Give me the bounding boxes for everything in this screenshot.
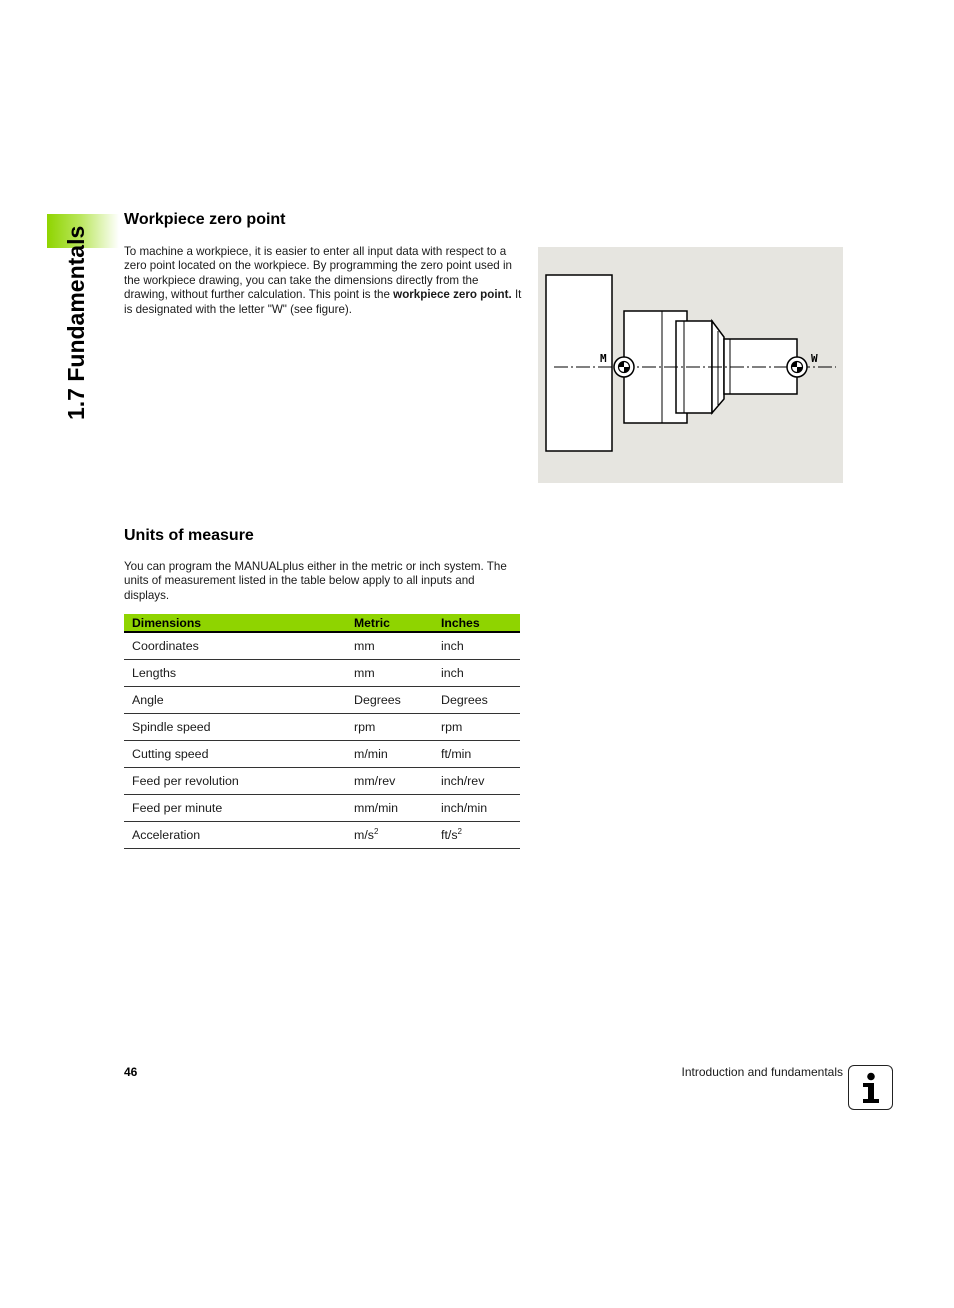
cell-inches: inch xyxy=(433,632,520,660)
cell-dimension: Acceleration xyxy=(124,822,346,849)
cell-metric: mm/min xyxy=(346,795,433,822)
workpiece-zero-figure xyxy=(538,247,843,483)
cell-metric: rpm xyxy=(346,714,433,741)
paragraph-workpiece-zero-point xyxy=(124,245,522,317)
table-header-row xyxy=(124,614,520,632)
cell-dimension: Spindle speed xyxy=(124,714,346,741)
cell-metric: Degrees xyxy=(346,687,433,714)
table-row xyxy=(124,822,520,849)
page-number: 46 xyxy=(124,1065,138,1079)
cell-inches: inch xyxy=(433,660,520,687)
cell-inches: Degrees xyxy=(433,687,520,714)
table-row xyxy=(124,768,520,795)
table-row xyxy=(124,714,520,741)
table-row xyxy=(124,632,520,660)
paragraph-bold-term: workpiece zero point. xyxy=(393,288,512,302)
table-row xyxy=(124,660,520,687)
heading-workpiece-zero-point: Workpiece zero point xyxy=(124,211,286,228)
cell-dimension: Coordinates xyxy=(124,632,346,660)
label-workpiece-zero: W xyxy=(811,352,818,365)
cell-dimension: Cutting speed xyxy=(124,741,346,768)
cell-inches: inch/rev xyxy=(433,768,520,795)
info-icon xyxy=(848,1065,893,1110)
label-machine-zero: M xyxy=(600,352,607,365)
paragraph-units-of-measure: You can program the MANUALplus either in the metric or inch system. The units of measurement listed in the table below apply to all inputs and displays. xyxy=(124,560,507,602)
paragraph-text-end: It is designated with the letter "W" (see figure). xyxy=(124,288,522,316)
units-table xyxy=(124,614,520,849)
info-glyph xyxy=(859,1072,883,1104)
lathe-workpiece-drawing xyxy=(538,247,843,483)
cell-metric: m/min xyxy=(346,741,433,768)
footer-chapter-title: Introduction and fundamentals xyxy=(681,1065,843,1079)
table-row xyxy=(124,741,520,768)
table-row xyxy=(124,795,520,822)
workpiece-zero-symbol xyxy=(787,357,807,377)
header-inches: Inches xyxy=(433,614,520,632)
cell-inches: ft/min xyxy=(433,741,520,768)
cell-inches: inch/min xyxy=(433,795,520,822)
cell-metric: mm xyxy=(346,660,433,687)
cell-dimension: Feed per revolution xyxy=(124,768,346,795)
cell-dimension: Feed per minute xyxy=(124,795,346,822)
header-dimensions: Dimensions xyxy=(124,614,346,632)
inches-unit-base: ft/s xyxy=(441,828,458,843)
machine-zero-symbol xyxy=(614,357,634,377)
cell-dimension: Lengths xyxy=(124,660,346,687)
heading-units-of-measure: Units of measure xyxy=(124,527,254,544)
header-metric: Metric xyxy=(346,614,433,632)
cell-metric: mm xyxy=(346,632,433,660)
paragraph-text: To machine a workpiece, it is easier to enter all input data with respect to a zero point located on the workpiece. By programming the zero point used in the workpiece drawing, you can take the dimensions directly from the drawing, without further calculation. This point is the xyxy=(124,245,512,302)
metric-unit-base: m/s xyxy=(354,828,374,843)
cell-metric xyxy=(346,822,433,849)
cell-inches xyxy=(433,822,520,849)
inches-unit-exponent: 2 xyxy=(457,827,462,837)
table-row xyxy=(124,687,520,714)
section-title-vertical: 1.7 Fundamentals xyxy=(63,225,89,420)
metric-unit-exponent: 2 xyxy=(373,827,379,837)
cell-inches: rpm xyxy=(433,714,520,741)
cell-dimension: Angle xyxy=(124,687,346,714)
cell-metric: mm/rev xyxy=(346,768,433,795)
